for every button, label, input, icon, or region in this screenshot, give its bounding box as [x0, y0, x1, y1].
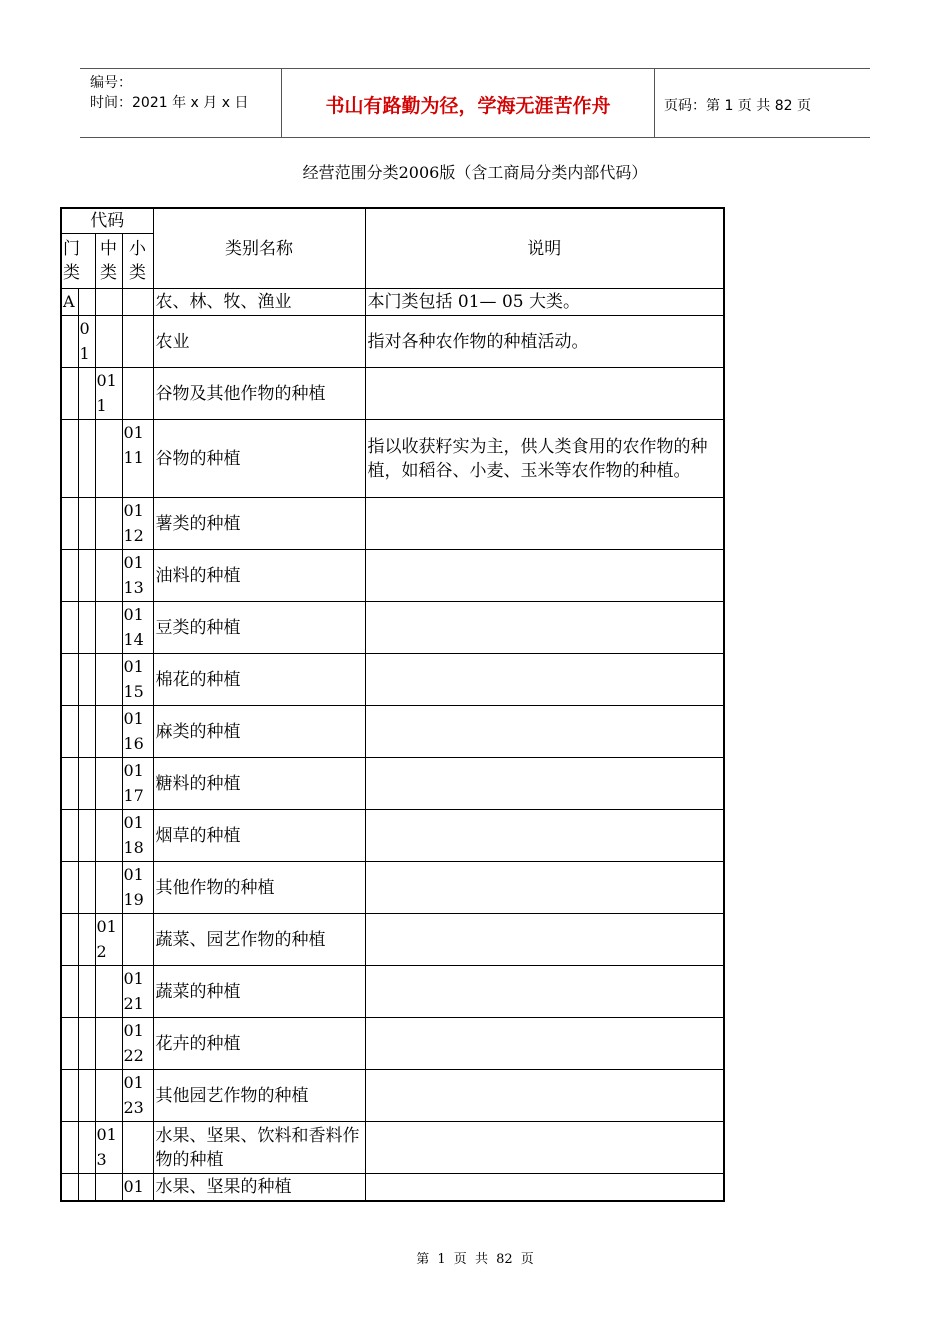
footer-page-total: 82	[496, 1252, 513, 1267]
category-desc	[365, 1174, 724, 1201]
da-cell	[78, 498, 95, 550]
category-desc	[365, 1018, 724, 1070]
number-label: 编号：	[90, 75, 132, 91]
men-cell	[61, 810, 78, 862]
category-desc	[365, 758, 724, 810]
zhong-cell	[95, 654, 122, 706]
men-cell	[61, 966, 78, 1018]
men-cell	[61, 368, 78, 420]
zhong-cell: 011	[95, 368, 122, 420]
table-row	[61, 654, 724, 706]
da-cell	[78, 706, 95, 758]
category-desc	[365, 654, 724, 706]
xiao-header: 小类	[122, 234, 153, 289]
da-cell	[78, 810, 95, 862]
category-name: 水果、坚果、饮料和香料作物的种植	[153, 1122, 365, 1174]
da-cell	[78, 966, 95, 1018]
table-row	[61, 706, 724, 758]
footer-label: 第	[416, 1252, 430, 1267]
category-desc: 指对各种农作物的种植活动。	[365, 316, 724, 368]
category-name: 糖料的种植	[153, 758, 365, 810]
category-desc	[365, 966, 724, 1018]
zhong-cell	[95, 1018, 122, 1070]
xiao-cell	[122, 316, 153, 368]
document-title: 经营范围分类2006版（含工商局分类内部代码）	[302, 163, 648, 182]
men-cell	[61, 420, 78, 498]
document-header	[80, 68, 870, 138]
xiao-cell	[122, 914, 153, 966]
desc-header: 说明	[365, 208, 724, 289]
da-cell	[78, 289, 95, 316]
category-name: 其他作物的种植	[153, 862, 365, 914]
zhong-cell	[95, 966, 122, 1018]
da-cell: 01	[78, 316, 95, 368]
table-row	[61, 498, 724, 550]
category-name: 麻类的种植	[153, 706, 365, 758]
da-cell	[78, 1070, 95, 1122]
zhong-cell	[95, 498, 122, 550]
zhong-cell	[95, 862, 122, 914]
table-row	[61, 862, 724, 914]
zhong-cell: 012	[95, 914, 122, 966]
zhong-cell	[95, 550, 122, 602]
zhong-cell	[95, 289, 122, 316]
category-name: 农、林、牧、渔业	[153, 289, 365, 316]
category-desc	[365, 706, 724, 758]
code-header: 代码	[61, 208, 153, 234]
zhong-cell: 013	[95, 1122, 122, 1174]
page-footer	[0, 1248, 950, 1267]
zhong-header: 中类	[95, 234, 122, 289]
men-cell: A	[61, 289, 78, 316]
xiao-cell: 0117	[122, 758, 153, 810]
men-cell	[61, 706, 78, 758]
men-cell	[61, 654, 78, 706]
men-cell	[61, 1018, 78, 1070]
xiao-cell: 0123	[122, 1070, 153, 1122]
category-desc: 本门类包括 01— 05 大类。	[365, 289, 724, 316]
table-row	[61, 289, 724, 316]
zhong-cell	[95, 706, 122, 758]
category-name: 棉花的种植	[153, 654, 365, 706]
men-cell	[61, 498, 78, 550]
category-name: 其他园艺作物的种植	[153, 1070, 365, 1122]
table-row	[61, 810, 724, 862]
table-row	[61, 966, 724, 1018]
table-row	[61, 1122, 724, 1174]
table-row	[61, 420, 724, 498]
category-name: 蔬菜、园艺作物的种植	[153, 914, 365, 966]
men-cell	[61, 1174, 78, 1201]
table-row	[61, 1174, 724, 1201]
zhong-cell	[95, 602, 122, 654]
men-cell	[61, 602, 78, 654]
category-desc	[365, 810, 724, 862]
table-row	[61, 602, 724, 654]
xiao-cell: 0112	[122, 498, 153, 550]
footer-label: 页	[453, 1252, 467, 1267]
table-row	[61, 1070, 724, 1122]
category-desc	[365, 498, 724, 550]
men-cell	[61, 316, 78, 368]
footer-label: 共	[474, 1252, 488, 1267]
da-cell	[78, 550, 95, 602]
category-desc	[365, 550, 724, 602]
da-cell	[78, 1122, 95, 1174]
classification-table	[60, 207, 725, 1202]
men-cell	[61, 550, 78, 602]
category-name: 农业	[153, 316, 365, 368]
table-row	[61, 316, 724, 368]
men-cell	[61, 1070, 78, 1122]
xiao-cell: 0118	[122, 810, 153, 862]
zhong-cell	[95, 758, 122, 810]
xiao-cell: 0114	[122, 602, 153, 654]
table-row	[61, 758, 724, 810]
xiao-cell: 0111	[122, 420, 153, 498]
name-header: 类别名称	[153, 208, 365, 289]
da-cell	[78, 914, 95, 966]
category-name: 油料的种植	[153, 550, 365, 602]
da-cell	[78, 1174, 95, 1201]
xiao-cell: 0113	[122, 550, 153, 602]
category-name: 薯类的种植	[153, 498, 365, 550]
header-info	[90, 73, 248, 113]
category-desc	[365, 368, 724, 420]
category-desc	[365, 1122, 724, 1174]
category-desc	[365, 862, 724, 914]
category-desc	[365, 914, 724, 966]
category-name: 花卉的种植	[153, 1018, 365, 1070]
men-cell	[61, 1122, 78, 1174]
xiao-cell: 01	[122, 1174, 153, 1201]
category-desc: 指以收获籽实为主，供人类食用的农作物的种植，如稻谷、小麦、玉米等农作物的种植。	[365, 420, 724, 498]
category-name: 谷物及其他作物的种植	[153, 368, 365, 420]
table-row	[61, 368, 724, 420]
da-cell	[78, 368, 95, 420]
zhong-cell	[95, 1070, 122, 1122]
time-label: 时间：2021 年 x 月 x 日	[90, 95, 249, 111]
da-cell	[78, 602, 95, 654]
xiao-cell: 0115	[122, 654, 153, 706]
men-cell	[61, 862, 78, 914]
category-name: 谷物的种植	[153, 420, 365, 498]
footer-page-number: 1	[437, 1252, 446, 1267]
xiao-cell	[122, 1122, 153, 1174]
category-desc	[365, 602, 724, 654]
da-cell	[78, 654, 95, 706]
da-cell	[78, 420, 95, 498]
xiao-cell	[122, 289, 153, 316]
header-divider	[654, 69, 655, 137]
xiao-cell	[122, 368, 153, 420]
category-name: 豆类的种植	[153, 602, 365, 654]
category-desc	[365, 1070, 724, 1122]
da-cell	[78, 758, 95, 810]
zhong-cell	[95, 810, 122, 862]
men-cell	[61, 758, 78, 810]
men-cell	[61, 914, 78, 966]
header-motto: 书山有路勤为径，学海无涯苦作舟	[325, 95, 611, 117]
table-row	[61, 1018, 724, 1070]
zhong-cell	[95, 1174, 122, 1201]
da-cell	[78, 862, 95, 914]
table-header-row	[61, 208, 724, 234]
xiao-cell: 0122	[122, 1018, 153, 1070]
zhong-cell	[95, 420, 122, 498]
table-row	[61, 550, 724, 602]
zhong-cell	[95, 316, 122, 368]
category-name: 水果、坚果的种植	[153, 1174, 365, 1201]
xiao-cell: 0119	[122, 862, 153, 914]
table-row	[61, 914, 724, 966]
xiao-cell: 0121	[122, 966, 153, 1018]
footer-label: 页	[520, 1252, 534, 1267]
xiao-cell: 0116	[122, 706, 153, 758]
category-name: 烟草的种植	[153, 810, 365, 862]
da-cell	[78, 1018, 95, 1070]
header-page-info: 页码：第 1 页 共 82 页	[664, 98, 811, 114]
men-header: 门类	[61, 234, 95, 289]
category-name: 蔬菜的种植	[153, 966, 365, 1018]
